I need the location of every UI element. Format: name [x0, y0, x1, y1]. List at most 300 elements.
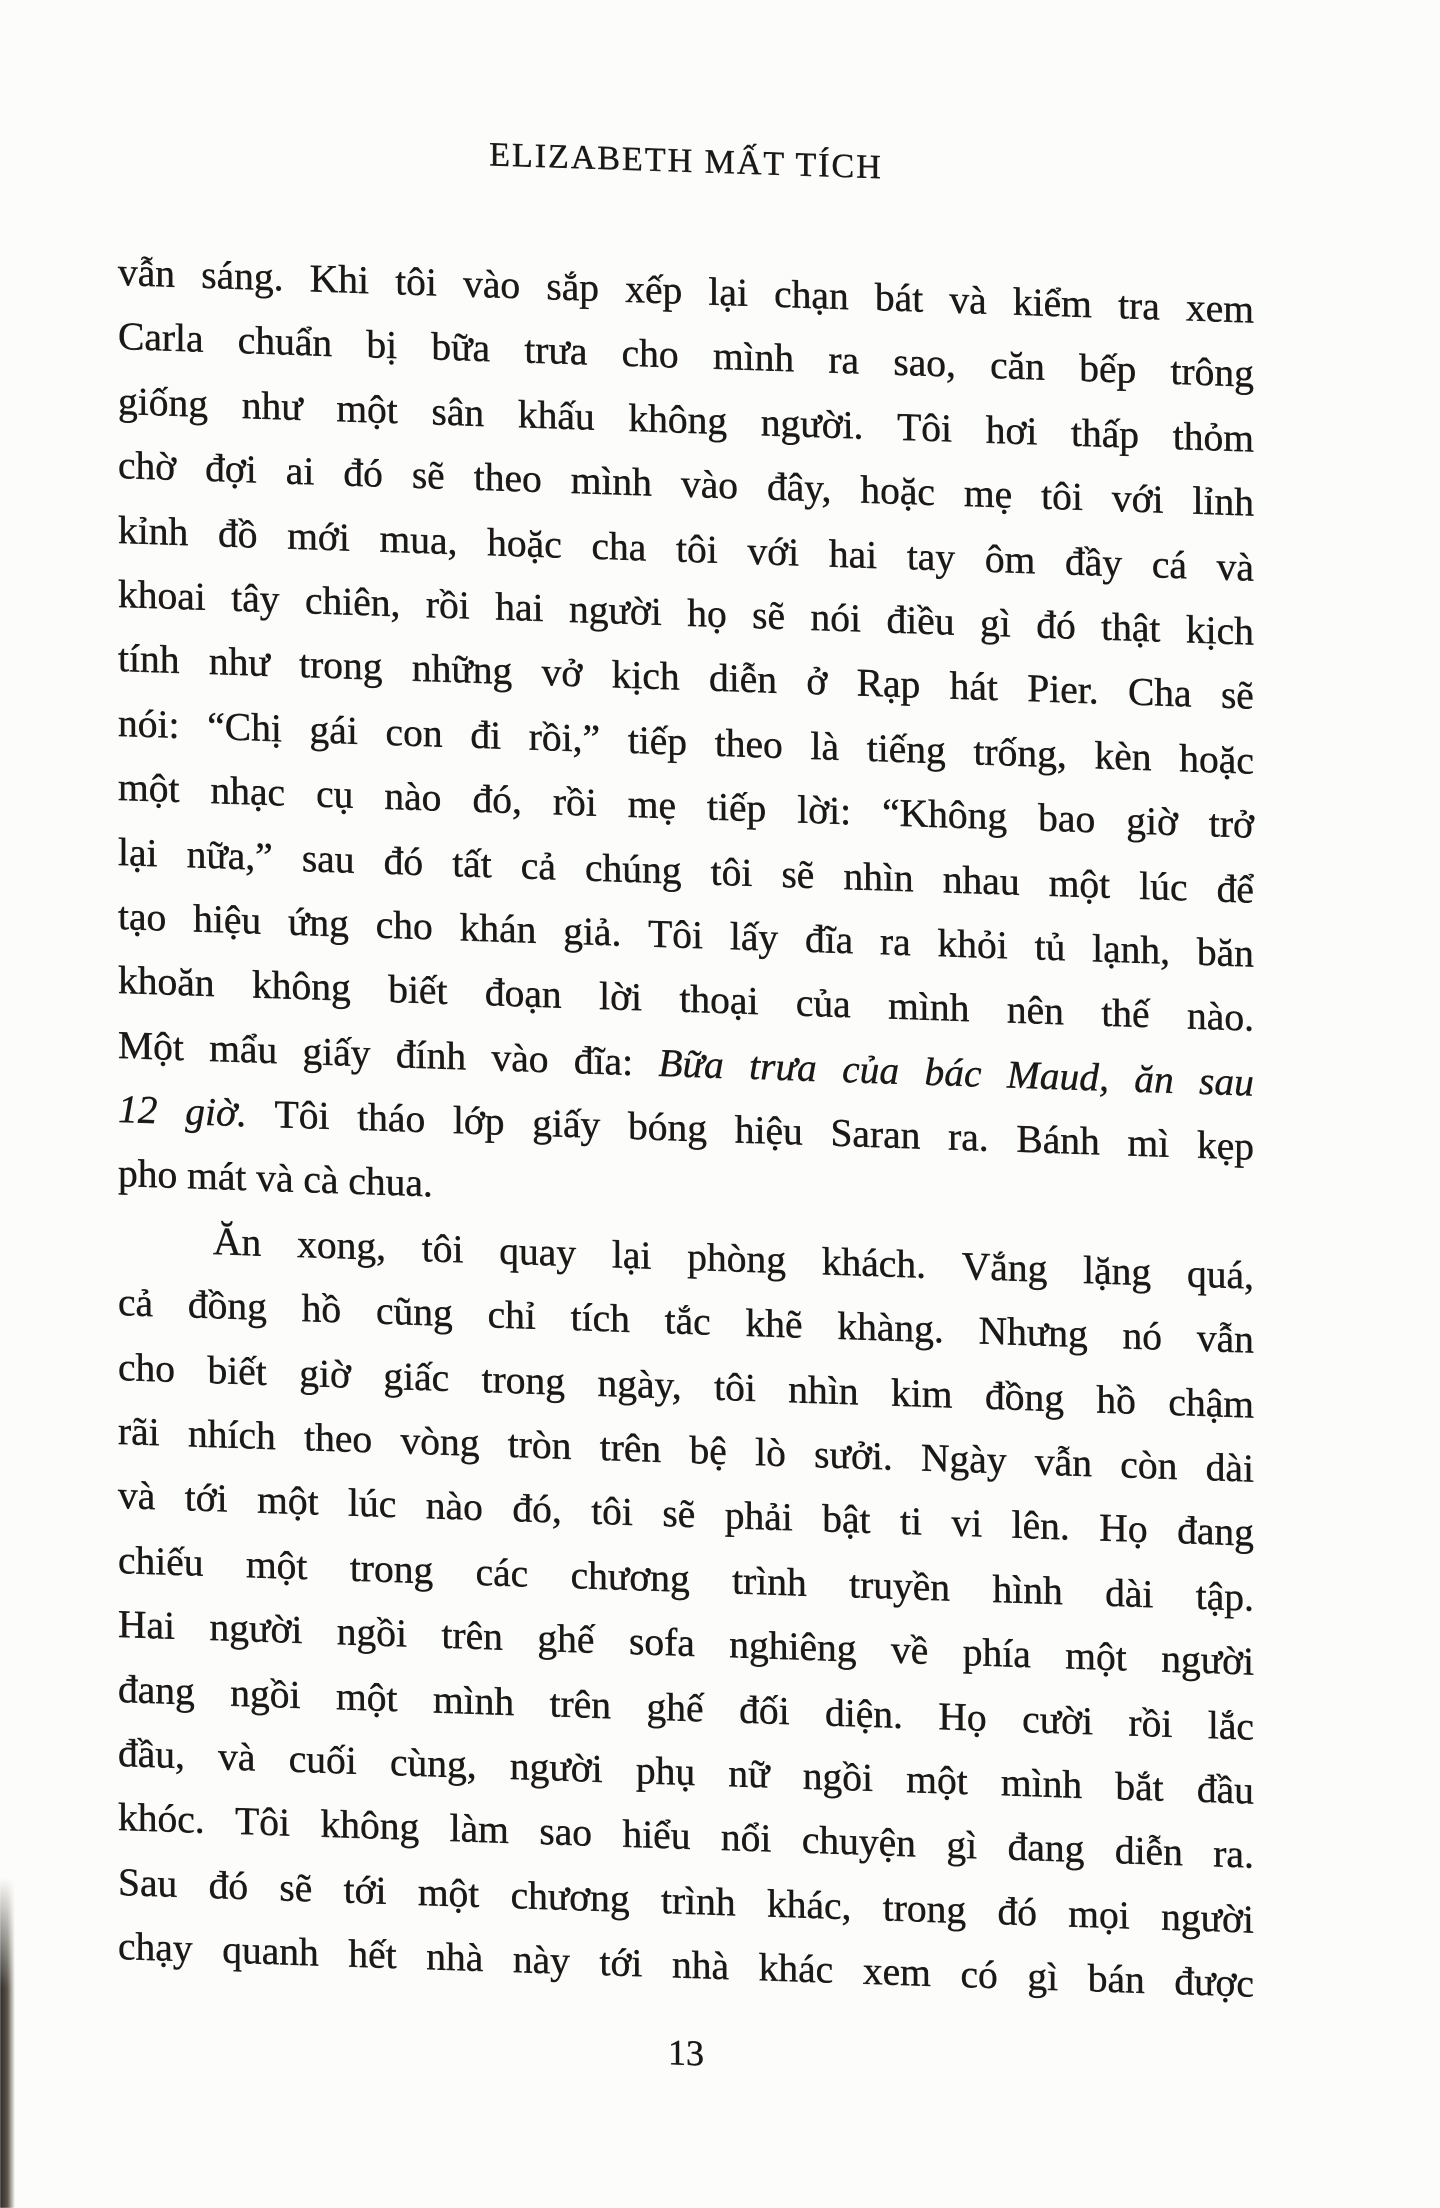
word: Carla — [118, 314, 204, 362]
word: lỉnh — [1192, 478, 1254, 525]
word: ra. — [1213, 1831, 1254, 1878]
word: kẹp — [1196, 1122, 1254, 1169]
word: phía — [962, 1630, 1031, 1677]
page-content — [118, 122, 1254, 2092]
word: một — [257, 1478, 319, 1525]
word: sẽ — [752, 592, 786, 639]
word: quay — [499, 1228, 577, 1276]
word: vào — [491, 1035, 549, 1081]
word: tôi — [710, 849, 753, 895]
word: cũng — [375, 1288, 453, 1336]
word: vòng — [400, 1418, 480, 1466]
word: đó, — [512, 1486, 562, 1533]
word: chỉ — [487, 1292, 536, 1339]
word: diễn — [709, 655, 778, 703]
word: giấy — [302, 1028, 371, 1076]
word: tới — [599, 1940, 643, 1986]
word: hoặc — [487, 519, 562, 567]
word: một — [245, 1542, 308, 1589]
page-number: 13 — [668, 2031, 704, 2073]
word: chậm — [1168, 1379, 1254, 1427]
word: theo — [473, 454, 542, 502]
word: lời — [599, 974, 642, 1020]
word: hát — [949, 663, 998, 710]
word: đó — [383, 838, 424, 884]
word: biết — [388, 967, 448, 1014]
word: bị — [366, 322, 398, 368]
word: sân — [431, 389, 485, 435]
word: làm — [449, 1806, 509, 1853]
word: ngồi — [230, 1670, 301, 1717]
word: đính — [395, 1031, 467, 1079]
word: khỏi — [937, 921, 1008, 968]
word: thoại — [679, 976, 759, 1024]
word: nào — [384, 773, 442, 820]
word: bật — [822, 1496, 871, 1543]
word: chiếu — [118, 1537, 204, 1585]
word: ra. — [948, 1114, 989, 1160]
word: bán — [1087, 1956, 1145, 2003]
word: cả — [520, 842, 556, 889]
word: sẽ — [411, 452, 445, 499]
word: đây, — [766, 464, 832, 511]
word: dài — [1205, 1445, 1254, 1491]
word: ngày, — [597, 1360, 682, 1408]
word: cụ — [316, 771, 354, 817]
word: đó, — [472, 776, 522, 823]
word: mẩu — [209, 1025, 278, 1072]
word: khóc. — [118, 1795, 205, 1843]
word: tay — [906, 533, 956, 580]
word: này — [512, 1937, 570, 1984]
scan-edge-artifact — [0, 1878, 15, 2208]
word: Tôi — [274, 1092, 330, 1139]
word: sau — [1199, 1058, 1254, 1105]
word: một — [417, 1869, 480, 1916]
word: nào — [425, 1483, 483, 1530]
word: hiểu — [622, 1812, 691, 1859]
word: những — [411, 646, 513, 694]
word: lại — [708, 269, 748, 315]
word: Họ — [1099, 1505, 1148, 1552]
word: “Chị — [207, 703, 282, 751]
word: hai — [495, 584, 544, 631]
word: con — [385, 709, 443, 756]
word: Ngày — [921, 1435, 1007, 1483]
word: giờ. — [185, 1089, 247, 1136]
word: biết — [207, 1347, 267, 1394]
word: trong — [349, 1545, 434, 1593]
word: Cha — [1127, 669, 1192, 716]
word: Tôi — [648, 911, 704, 958]
word: đồ — [217, 510, 258, 557]
word: sẽ — [1220, 672, 1254, 719]
word: trong — [882, 1885, 967, 1932]
word: Rạp — [856, 660, 921, 707]
word: lên. — [1011, 1503, 1070, 1549]
word: tra — [1118, 283, 1160, 329]
word: và — [1216, 544, 1254, 590]
word: hơi — [985, 407, 1038, 454]
word: căn — [990, 343, 1045, 390]
word: kiểm — [1012, 279, 1092, 327]
word: và — [949, 277, 987, 323]
word: trình — [732, 1558, 807, 1605]
word: rồi — [425, 582, 470, 628]
word: tạo — [118, 893, 167, 940]
word: giấc — [383, 1353, 450, 1400]
word: trở — [1208, 801, 1254, 847]
word: quá, — [1186, 1251, 1254, 1298]
word: mình — [570, 458, 652, 505]
word: ra — [880, 919, 911, 965]
word: kịch — [1185, 607, 1254, 654]
word: trong — [299, 642, 383, 690]
word: bệ — [689, 1427, 727, 1474]
word: một — [336, 1673, 398, 1720]
word: ôm — [984, 536, 1036, 582]
word: mình — [432, 1677, 515, 1724]
word: trưa — [524, 327, 588, 374]
word: hình — [992, 1566, 1063, 1614]
word: tôi — [395, 259, 437, 305]
word: nghiêng — [729, 1622, 857, 1671]
word: đó — [343, 450, 383, 496]
word: nhà — [426, 1934, 484, 1981]
word: một — [1048, 860, 1111, 907]
word: xong, — [297, 1221, 386, 1269]
word: đó — [997, 1888, 1037, 1935]
word: lấy — [729, 914, 779, 960]
word: khán — [459, 905, 537, 952]
word: bao — [1038, 795, 1096, 842]
word: sau — [301, 835, 355, 882]
word: mới — [287, 513, 350, 560]
word: lặng — [1083, 1247, 1152, 1295]
word: trong — [481, 1356, 566, 1404]
word: tròn — [507, 1421, 572, 1469]
word: người — [1161, 1894, 1254, 1942]
word: Sau — [118, 1859, 178, 1906]
word: Một — [118, 1022, 184, 1069]
word: sắp — [546, 264, 599, 310]
word: gì — [979, 600, 1011, 646]
word: cho — [375, 902, 433, 949]
word: khách. — [821, 1239, 926, 1287]
word: rồi — [552, 779, 597, 826]
body-text — [118, 240, 1254, 2016]
word: chiên, — [304, 578, 401, 626]
word: nhau — [942, 856, 1020, 904]
word: chuyện — [801, 1818, 916, 1866]
word: vi — [951, 1501, 983, 1547]
word: vẫn — [1196, 1316, 1254, 1362]
word: cười — [1022, 1696, 1093, 1743]
word: theo — [714, 720, 783, 767]
word: Pier. — [1027, 666, 1099, 713]
word: kỉnh — [118, 507, 189, 554]
word: lại — [611, 1232, 652, 1278]
word: nhạc — [210, 768, 286, 815]
word: đầu — [1196, 1766, 1254, 1813]
word: trên — [599, 1425, 662, 1472]
word: như — [241, 382, 303, 429]
word: không — [252, 962, 351, 1011]
word: 12 — [118, 1087, 158, 1133]
word: tập. — [1195, 1573, 1254, 1620]
word: đầu, — [118, 1730, 185, 1778]
word: của — [795, 980, 851, 1027]
word: khàng. — [837, 1304, 944, 1352]
word: đĩa — [804, 916, 854, 963]
word: tủ — [1034, 924, 1066, 970]
word: nói: — [118, 700, 180, 747]
word: ngồi — [336, 1609, 408, 1656]
word: vào — [463, 261, 521, 308]
word: lúc — [348, 1481, 397, 1527]
word: người. — [760, 400, 864, 448]
word: lò — [755, 1430, 786, 1476]
word: mình — [712, 334, 795, 381]
word: nổi — [720, 1815, 772, 1862]
word: thấp — [1071, 410, 1140, 457]
word: trông — [1170, 349, 1254, 397]
word: tích — [570, 1295, 630, 1342]
word: chúng — [584, 845, 682, 893]
word: và — [218, 1734, 256, 1780]
word: đang — [1007, 1824, 1085, 1872]
word: trên — [441, 1612, 503, 1659]
word: mẹ — [627, 782, 676, 828]
word: trống, — [973, 729, 1067, 777]
word: tây — [231, 575, 280, 622]
word: hai — [828, 531, 878, 577]
word: tất — [452, 840, 492, 886]
word: vở — [541, 650, 583, 696]
word: một — [906, 1757, 968, 1804]
word: đối — [739, 1687, 790, 1733]
word: hồ — [301, 1286, 342, 1332]
word: băn — [1196, 929, 1254, 976]
word: kim — [891, 1370, 953, 1417]
word: họ — [687, 590, 727, 637]
word: bác — [924, 1049, 982, 1096]
word: theo — [304, 1415, 373, 1462]
word: khác, — [766, 1881, 852, 1929]
word: lắc — [1207, 1702, 1254, 1749]
word: nó — [1122, 1313, 1163, 1359]
word: truyền — [849, 1562, 951, 1610]
word: mình — [1000, 1760, 1083, 1807]
word: tiếp — [627, 717, 688, 764]
word: mì — [1127, 1120, 1170, 1166]
word: Ăn — [213, 1219, 262, 1265]
word: hiệu — [193, 896, 262, 943]
word: sẽ — [781, 851, 815, 897]
word: đồng — [187, 1282, 267, 1330]
word: “Không — [882, 790, 1008, 839]
word: tôi — [676, 526, 718, 572]
word: đang — [1177, 1508, 1254, 1556]
word: giả. — [563, 908, 622, 955]
word: tiếp — [707, 784, 767, 831]
word: lạnh, — [1092, 926, 1171, 973]
word: cá — [1151, 541, 1187, 588]
word: sẽ — [662, 1491, 696, 1537]
word: một — [118, 765, 180, 812]
word: sofa — [628, 1619, 695, 1666]
word: giờ — [1126, 798, 1178, 845]
word: thật — [1101, 604, 1161, 651]
word: ăn — [1134, 1056, 1174, 1102]
word: người — [1161, 1636, 1254, 1684]
word: kèn — [1094, 733, 1152, 780]
word: Hai — [118, 1602, 176, 1649]
word: mua, — [379, 516, 458, 563]
word: ghế — [646, 1684, 704, 1731]
word: đi — [470, 712, 502, 758]
word: điều — [886, 597, 955, 644]
word: còn — [1120, 1442, 1178, 1489]
word: Saran — [830, 1110, 921, 1158]
word: thỏm — [1172, 413, 1254, 461]
word: Tôi — [235, 1799, 290, 1846]
word: với — [747, 528, 800, 575]
word: diễn — [1114, 1828, 1183, 1875]
word: cả — [118, 1280, 154, 1326]
word: đợi — [205, 446, 257, 492]
word: là — [810, 723, 840, 769]
word: vẫn — [118, 250, 176, 296]
word: đoạn — [484, 970, 562, 1018]
word: một — [1065, 1633, 1127, 1680]
word: đầy — [1065, 538, 1123, 585]
word: tôi — [591, 1489, 633, 1535]
word: Vắng — [961, 1243, 1048, 1291]
word: trên — [549, 1680, 612, 1727]
word: bát — [874, 275, 924, 321]
word: không — [320, 1802, 420, 1850]
word: quanh — [222, 1927, 319, 1975]
word: có — [960, 1952, 998, 1998]
word: bắt — [1115, 1764, 1164, 1810]
word: tới — [343, 1867, 387, 1913]
word: phụ — [635, 1748, 696, 1795]
word: Khi — [309, 256, 369, 303]
word: hoặc — [860, 467, 935, 515]
word: Maud, — [1006, 1052, 1109, 1100]
word: một — [336, 386, 398, 433]
word: hoặc — [1179, 735, 1254, 783]
word: các — [475, 1549, 529, 1596]
word: với — [1111, 476, 1164, 522]
word: đang — [118, 1666, 195, 1714]
word: trưa — [749, 1043, 817, 1090]
word: người — [568, 586, 662, 634]
word: như — [208, 639, 270, 686]
word: của — [842, 1046, 900, 1093]
word: chạn — [774, 271, 849, 319]
word: phòng — [687, 1234, 786, 1283]
word: sẽ — [279, 1865, 313, 1911]
word: nào. — [1187, 993, 1254, 1040]
word: và — [118, 1473, 156, 1519]
word: nữ — [728, 1751, 770, 1797]
word: lời: — [797, 787, 852, 834]
word: để — [1216, 865, 1254, 912]
word: người — [509, 1743, 603, 1792]
word: khoai — [118, 571, 206, 619]
word: rãi — [118, 1409, 160, 1455]
word: nhìn — [788, 1366, 859, 1414]
word: cha — [591, 523, 647, 570]
word: chờ — [118, 443, 177, 490]
word: tháo — [357, 1095, 426, 1142]
word: rồi — [1128, 1700, 1173, 1746]
word: tắc — [664, 1298, 711, 1344]
word: đó — [1036, 602, 1076, 648]
word: người — [209, 1605, 303, 1653]
word: hết — [348, 1931, 397, 1978]
word: giấy — [532, 1100, 601, 1148]
word: ứng — [287, 899, 349, 946]
word: gái — [309, 707, 358, 753]
word: nhà — [671, 1942, 730, 1989]
word: đĩa: — [573, 1037, 634, 1084]
word: gì — [946, 1822, 978, 1868]
word: Nhưng — [978, 1308, 1088, 1357]
running-header: ELIZABETH MẤT TÍCH — [489, 136, 883, 187]
word: tới — [184, 1475, 228, 1522]
word: phải — [724, 1493, 793, 1540]
word: dài — [1105, 1570, 1154, 1617]
word: cuối — [288, 1736, 357, 1783]
word: lớp — [452, 1098, 505, 1144]
word: sáng. — [201, 252, 284, 300]
word: vẫn — [1034, 1439, 1092, 1486]
word: giờ — [299, 1350, 351, 1397]
word: ngồi — [802, 1753, 873, 1801]
word: chuẩn — [237, 318, 333, 366]
word: về — [891, 1627, 929, 1674]
word: nhích — [188, 1411, 276, 1459]
word: Bánh — [1016, 1116, 1100, 1164]
word: thế — [1101, 990, 1150, 1037]
word: cho — [621, 331, 679, 377]
word: ai — [285, 448, 315, 494]
word: sao, — [893, 340, 956, 387]
word: sưởi. — [814, 1432, 893, 1479]
word: ghế — [537, 1616, 595, 1663]
word: tiếng — [866, 725, 946, 773]
word: kịch — [611, 652, 680, 699]
word: đó — [208, 1862, 249, 1909]
word: bếp — [1079, 346, 1137, 393]
word: bóng — [628, 1103, 708, 1151]
word: ở — [806, 659, 828, 704]
word: mọi — [1068, 1891, 1130, 1938]
word: tính — [118, 636, 180, 683]
word: trình — [661, 1877, 736, 1925]
word: Bữa — [658, 1040, 724, 1087]
word: gì — [1027, 1954, 1059, 2000]
word: diện. — [825, 1690, 903, 1737]
word: chương — [570, 1552, 690, 1601]
word: xem — [1185, 285, 1254, 332]
word: khoăn — [118, 958, 215, 1006]
word: mẹ — [963, 471, 1013, 517]
word: mình — [888, 983, 970, 1031]
